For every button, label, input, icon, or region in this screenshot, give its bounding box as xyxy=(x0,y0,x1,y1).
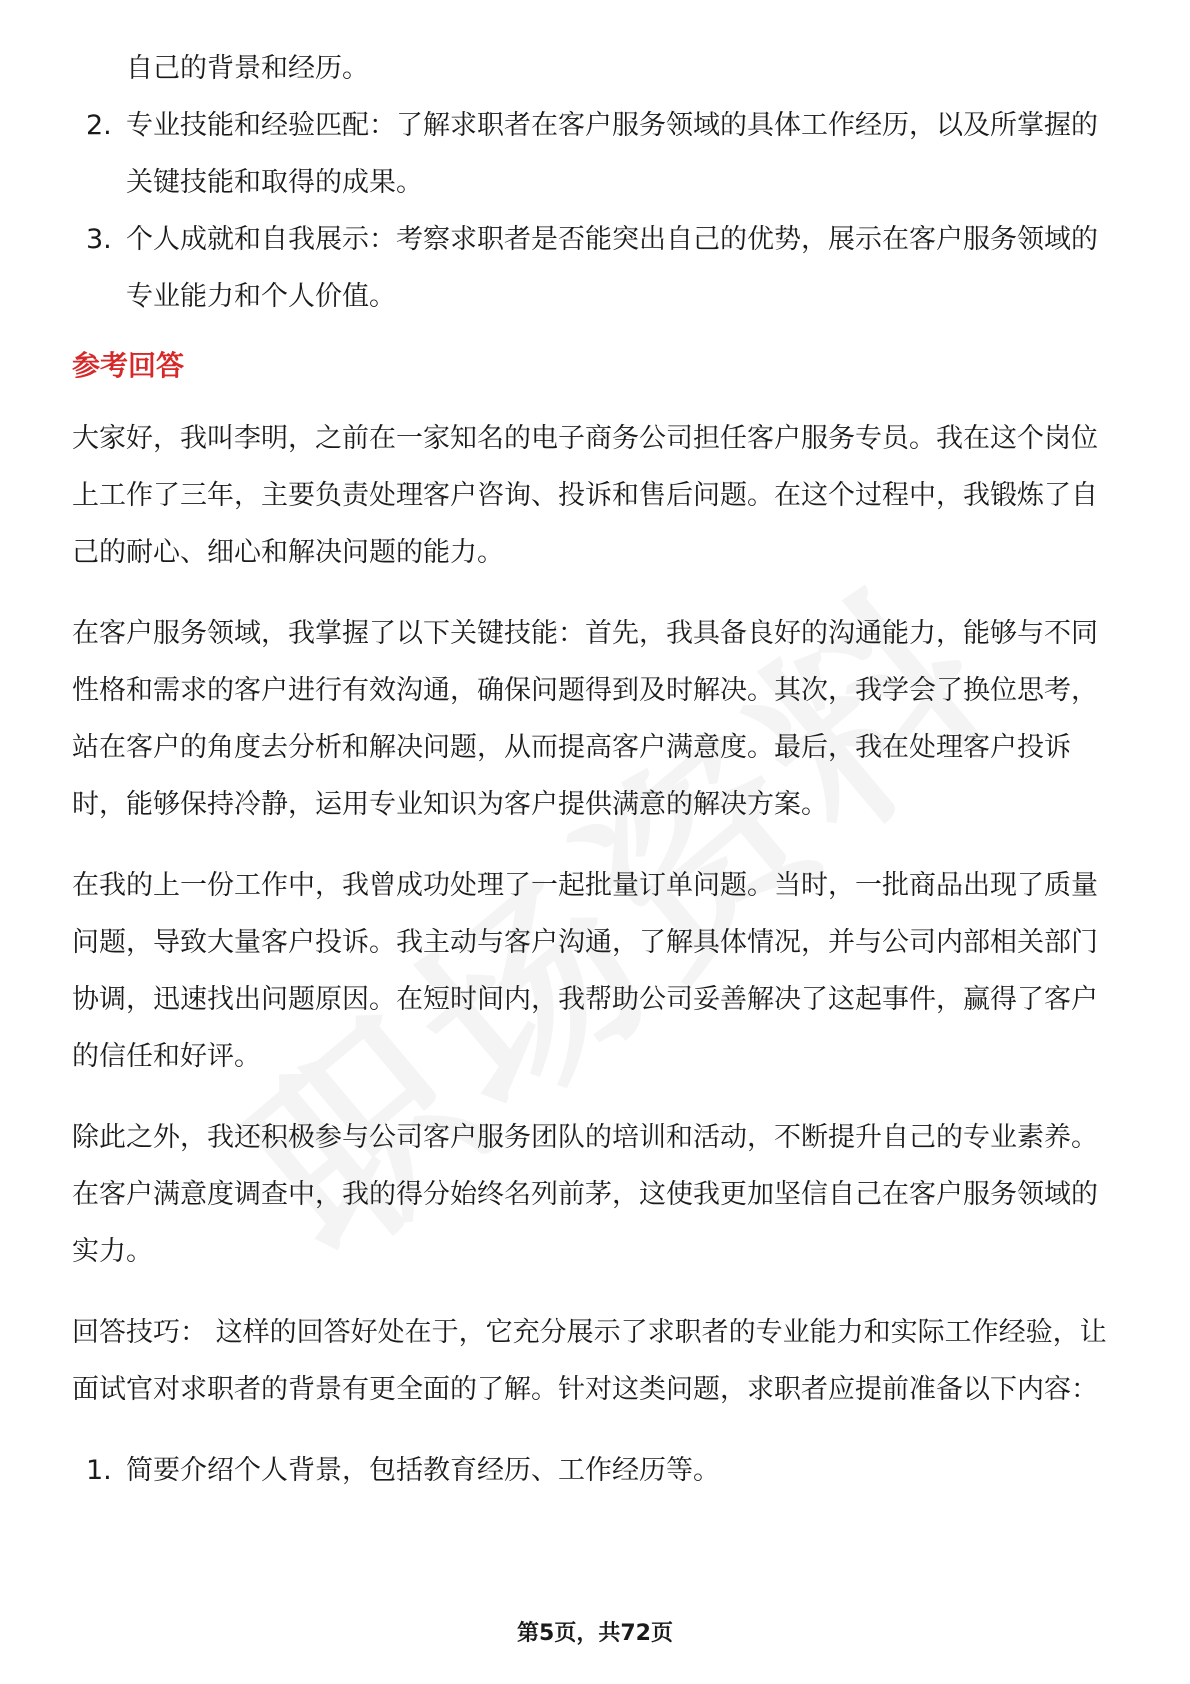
list-text: 专业技能和经验匹配：了解求职者在客户服务领域的具体工作经历，以及所掌握的关键技能和取得的成果。 xyxy=(126,110,1098,198)
page-footer: 第5页，共72页 xyxy=(517,1621,673,1646)
list-number: 1. xyxy=(86,1455,112,1486)
list-number: 2. xyxy=(86,110,112,141)
list-text: 简要介绍个人背景，包括教育经历、工作经历等。 xyxy=(126,1455,720,1486)
tips-list xyxy=(72,1442,1120,1499)
list-text: 个人成就和自我展示：考察求职者是否能突出自己的优势，展示在客户服务领域的专业能力和个人价值。 xyxy=(126,224,1098,312)
answer-paragraph: 在客户服务领域，我掌握了以下关键技能：首先，我具备良好的沟通能力，能够与不同性格和需求的客户进行有效沟通，确保问题得到及时解决。其次，我学会了换位思考，站在客户的角度去分析和解决问题，从而提高客户满意度。最后，我在处理客户投诉时，能够保持冷静，运用专业知识为客户提供满意的解决方案。 xyxy=(72,618,1098,820)
list-item xyxy=(72,97,1120,211)
evaluation-points-list xyxy=(72,97,1120,325)
intro-continuation: 自己的背景和经历。 xyxy=(126,53,369,84)
answer-paragraph: 除此之外，我还积极参与公司客户服务团队的培训和活动，不断提升自己的专业素养。在客户满意度调查中，我的得分始终名列前茅，这使我更加坚信自己在客户服务领域的实力。 xyxy=(72,1122,1098,1267)
document-page xyxy=(72,40,1120,1499)
answer-heading: 参考回答 xyxy=(72,349,185,382)
list-item xyxy=(72,211,1120,325)
list-number: 3. xyxy=(86,224,112,255)
tips-paragraph: 回答技巧： 这样的回答好处在于，它充分展示了求职者的专业能力和实际工作经验，让面试官对求职者的背景有更全面的了解。针对这类问题，求职者应提前准备以下内容： xyxy=(72,1317,1107,1405)
list-item xyxy=(72,1442,1120,1499)
answer-paragraph: 在我的上一份工作中，我曾成功处理了一起批量订单问题。当时，一批商品出现了质量问题，导致大量客户投诉。我主动与客户沟通，了解具体情况，并与公司内部相关部门协调，迅速找出问题原因。在短时间内，我帮助公司妥善解决了这起事件，赢得了客户的信任和好评。 xyxy=(72,870,1098,1072)
answer-paragraph: 大家好，我叫李明，之前在一家知名的电子商务公司担任客户服务专员。我在这个岗位上工作了三年，主要负责处理客户咨询、投诉和售后问题。在这个过程中，我锻炼了自己的耐心、细心和解决问题的能力。 xyxy=(72,423,1098,568)
